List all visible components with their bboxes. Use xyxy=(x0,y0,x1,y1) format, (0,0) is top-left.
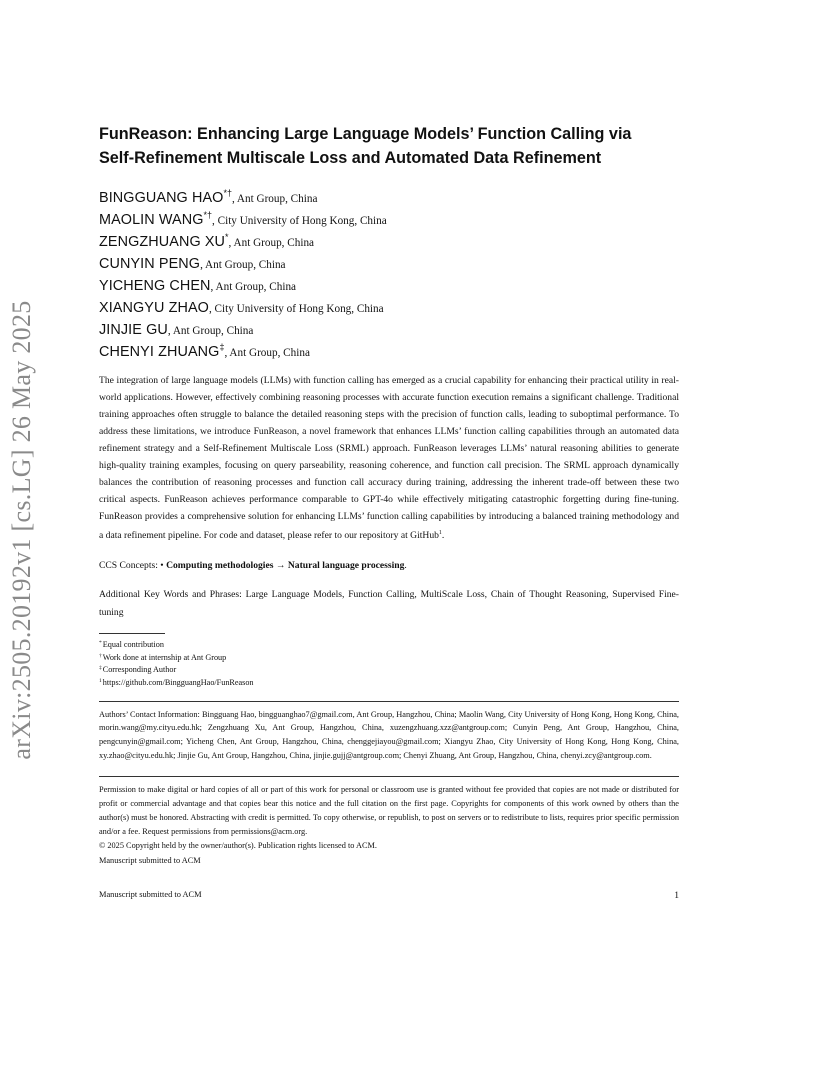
copyright-line: © 2025 Copyright held by the owner/author(s). Publication rights licensed to ACM. xyxy=(99,841,377,851)
author-affiliation: , Ant Group, China xyxy=(167,325,254,337)
author-list xyxy=(99,182,679,358)
author-affiliation: , Ant Group, China xyxy=(210,281,297,293)
author-item xyxy=(99,248,679,270)
author-item xyxy=(99,292,679,314)
footnote-item xyxy=(99,663,679,676)
github-footnote-ref[interactable]: 1 xyxy=(438,530,442,537)
author-name: MAOLIN WANG xyxy=(99,212,204,228)
author-item xyxy=(99,314,679,336)
title-line-1: FunReason: Enhancing Large Language Models’ Function Calling via xyxy=(99,125,632,143)
author-item xyxy=(99,204,679,226)
author-marks: * xyxy=(225,232,229,242)
arxiv-stamp: arXiv:2505.20192v1 [cs.LG] 26 May 2025 xyxy=(7,300,36,760)
footnote-divider xyxy=(99,633,165,634)
footnote-item xyxy=(99,638,679,651)
permission-notice xyxy=(99,777,679,868)
footnote-item xyxy=(99,651,679,664)
footnote-link[interactable]: https://github.com/BingguangHao/FunReason xyxy=(102,677,254,687)
ccs-concepts xyxy=(99,557,679,574)
footnotes xyxy=(99,638,679,689)
ccs-concept: Computing methodologies → Natural language processing xyxy=(166,560,405,572)
author-name: BINGGUANG HAO xyxy=(99,190,224,206)
ccs-label: CCS Concepts: • xyxy=(99,560,167,572)
author-affiliation: , City University of Hong Kong, China xyxy=(212,215,387,227)
footnote-mark: † xyxy=(99,652,102,659)
footnote-mark: 1 xyxy=(99,677,102,684)
title-line-2: Self-Refinement Multiscale Loss and Automated Data Refinement xyxy=(99,149,602,167)
paper-title xyxy=(99,122,679,170)
footnote-item xyxy=(99,676,679,689)
author-name: ZENGZHUANG XU xyxy=(99,234,226,250)
paper-page xyxy=(99,122,679,868)
footnote-text: Equal contribution xyxy=(102,639,164,649)
keywords: Additional Key Words and Phrases: Large Language Models, Function Calling, MultiScale Loss, Chain of Thought Reasoning, Supervised Fine-tuning xyxy=(99,589,679,618)
footnote-mark: * xyxy=(99,639,102,646)
author-name: JINJIE GU xyxy=(99,322,168,338)
abstract-text: The integration of large language models (LLMs) with function calling has emerged as a crucial capability for enhancing their practical utility in real-world applications. However, effectively combining reasoning processes with accurate function execution remains a significant challenge. Traditional training approaches often struggle to balance the detailed reasoning steps with the precision of function calls, leading to suboptimal performance. To address these limitations, we introduce FunReason, a novel framework that enhances LLMs’ function calling capabilities through an automated data refinement strategy and a Self-Refinement Multiscale Loss (SRML) approach. FunReason leverages LLMs’ natural reasoning abilities to generate high-quality training examples, focusing on query parseability, reasoning coherence, and function call precision. The SRML approach dynamically balances the contribution of reasoning processes and function call accuracy during training, addressing the inherent trade-off between these two critical aspects. FunReason achieves performance comparable to GPT-4o while effectively mitigating catastrophic forgetting during fine-tuning. FunReason provides a comprehensive solution for enhancing LLMs’ function calling capabilities by introducing a balanced training methodology and a data refinement pipeline. For code and dataset, please refer to our repository at GitHub xyxy=(99,375,679,542)
authors-contact-info: Authors’ Contact Information: Bingguang Hao, bingguanghao7@gmail.com, Ant Group, Hangzhou, China; Maolin Wang, City University of Hong Kong, Hong Kong, China, morin.wang@my.cityu.edu.hk; Zengzhuang Xu, Ant Group, Hangzhou, China, xuzengzhuang.xzz@antgroup.com; Cunyin Peng, Ant Group, Hangzhou, China, pengcunyin@gmail.com; Yicheng Chen, Ant Group, Hangzhou, China, chenggejiayou@gmail.com; Xiangyu Zhao, City University of Hong Kong, Hong Kong, China, xy.zhao@cityu.edu.hk; Jinjie Gu, Ant Group, Hangzhou, China, jinjie.gujj@antgroup.com; Chenyi Zhuang, Ant Group, Hangzhou, China, chenyi.zcy@antgroup.com. xyxy=(99,709,679,760)
author-marks: ‡ xyxy=(219,342,225,352)
footer-manuscript: Manuscript submitted to ACM xyxy=(99,890,202,899)
ccs-end: . xyxy=(404,560,407,572)
page-number: 1 xyxy=(674,890,679,901)
footnote-mark: ‡ xyxy=(99,665,102,672)
footnote-text: Work done at internship at Ant Group xyxy=(102,652,227,662)
footnote-text: Corresponding Author xyxy=(102,665,177,675)
author-affiliation: , Ant Group, China xyxy=(231,193,318,205)
author-item xyxy=(99,270,679,292)
permission-text: Permission to make digital or hard copies of all or part of this work for personal or classroom use is granted without fee provided that copies are not made or distributed for profit or commercial advantage and that copies bear this notice and the full citation on the first page. Copyrights for components of this work owned by others than the author(s) must be honored. Abstracting with credit is permitted. To copy otherwise, or republish, to post on servers or to redistribute to lists, requires prior specific permission and/or a fee. Request permissions from permissions@acm.org. xyxy=(99,784,679,837)
author-item xyxy=(99,336,679,358)
author-name: CHENYI ZHUANG xyxy=(99,344,220,360)
author-name: CUNYIN PENG xyxy=(99,256,201,272)
author-affiliation: , Ant Group, China xyxy=(228,237,315,249)
author-name: YICHENG CHEN xyxy=(99,278,211,294)
author-affiliation: , Ant Group, China xyxy=(224,347,310,359)
abstract xyxy=(99,372,679,544)
author-item xyxy=(99,226,679,248)
author-marks: *† xyxy=(223,188,232,198)
abstract-end: . xyxy=(441,530,445,542)
author-affiliation: , City University of Hong Kong, China xyxy=(208,303,384,315)
author-affiliation: , Ant Group, China xyxy=(200,259,286,271)
manuscript-line: Manuscript submitted to ACM xyxy=(99,855,201,865)
author-item xyxy=(99,182,679,204)
author-name: XIANGYU ZHAO xyxy=(99,300,209,316)
author-marks: *† xyxy=(203,210,213,220)
